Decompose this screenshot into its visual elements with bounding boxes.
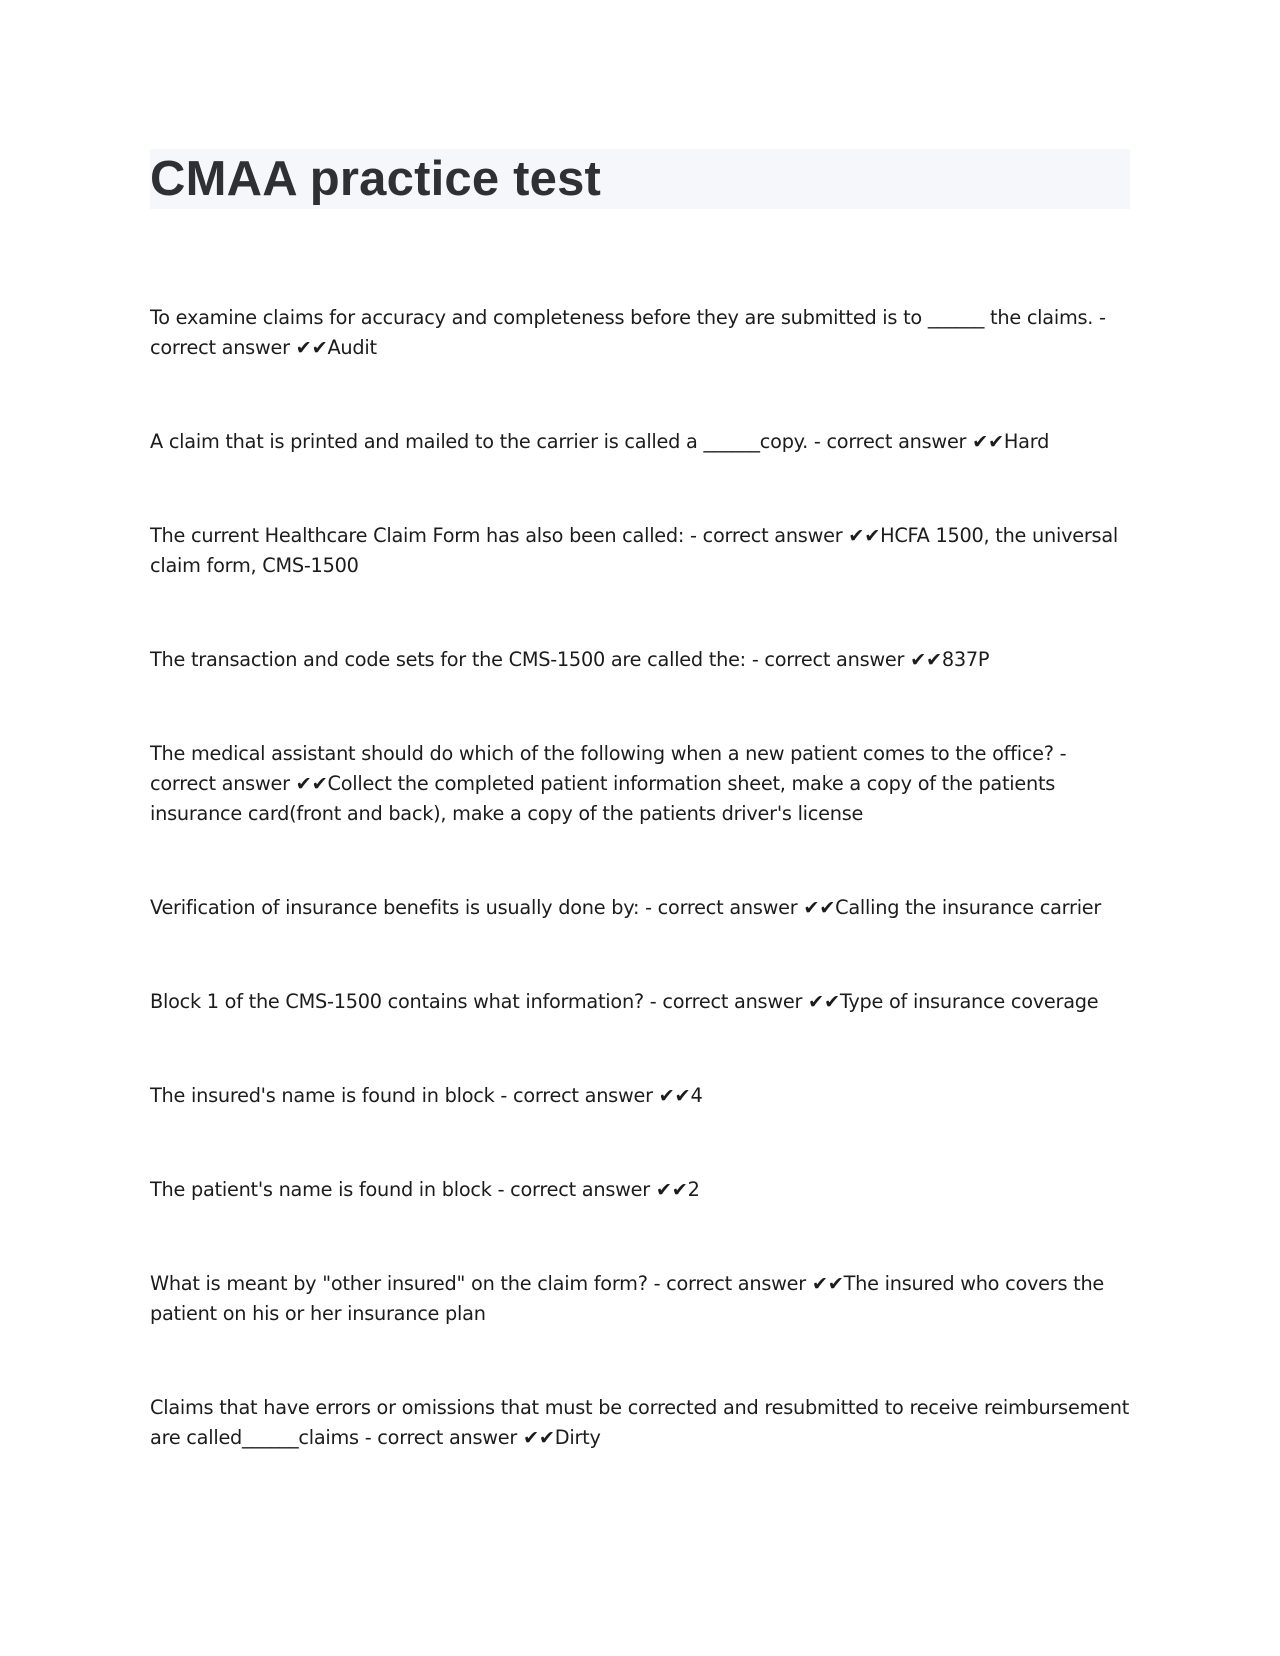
page-title: CMAA practice test [150,152,602,206]
answer-separator: - correct answer ✔✔ [807,430,1004,453]
qa-list [150,303,1130,1453]
question-text: Block 1 of the CMS-1500 contains what information? [150,990,644,1013]
question-text: Verification of insurance benefits is usually done by: [150,896,640,919]
answer-separator: - correct answer ✔✔ [684,524,881,547]
question-text: The transaction and code sets for the CMS-1500 are called the: [150,648,746,671]
answer-separator: - correct answer ✔✔ [647,1272,844,1295]
answer-separator: - correct answer ✔✔ [745,648,942,671]
question-text: The insured's name is found in block [150,1084,495,1107]
answer-text: Collect the completed patient information sheet, make a copy of the patients insurance card(front and back), make a copy of the patients driver's license [150,772,1056,825]
qa-item [150,645,1135,675]
qa-item [150,521,1135,581]
qa-item [150,1393,1135,1453]
qa-item [150,303,1135,363]
answer-separator: - correct answer ✔✔ [643,990,840,1013]
question-text: What is meant by "other insured" on the claim form? [150,1272,648,1295]
answer-text: Dirty [554,1426,601,1449]
document-page [150,149,1130,1517]
answer-text: HCFA 1500, the universal claim form, CMS-1500 [150,524,1119,577]
question-text: Claims that have errors or omissions that must be corrected and resubmitted to receive reimbursement are called______claims [150,1396,1130,1449]
qa-item [150,739,1135,829]
answer-text: Audit [327,336,377,359]
answer-separator: - correct answer ✔✔ [150,306,1106,359]
question-text: The patient's name is found in block [150,1178,492,1201]
question-text: The medical assistant should do which of the following when a new patient comes to the office? [150,742,1054,765]
answer-separator: - correct answer ✔✔ [639,896,836,919]
question-text: To examine claims for accuracy and completeness before they are submitted is to ______ the claims. [150,306,1094,329]
qa-item [150,1081,1135,1111]
answer-text: 837P [941,648,990,671]
answer-text: Hard [1003,430,1050,453]
title-bar [150,149,1130,209]
qa-item [150,987,1135,1017]
answer-text: 2 [687,1178,700,1201]
answer-separator: - correct answer ✔✔ [491,1178,688,1201]
question-text: A claim that is printed and mailed to the carrier is called a ______copy. [150,430,808,453]
answer-text: Type of insurance coverage [839,990,1099,1013]
answer-separator: - correct answer ✔✔ [150,742,1067,795]
answer-text: Calling the insurance carrier [835,896,1102,919]
answer-separator: - correct answer ✔✔ [358,1426,555,1449]
qa-item [150,427,1135,457]
answer-separator: - correct answer ✔✔ [494,1084,691,1107]
answer-text: 4 [690,1084,703,1107]
qa-item [150,893,1135,923]
qa-item [150,1269,1135,1329]
qa-item [150,1175,1135,1205]
question-text: The current Healthcare Claim Form has also been called: [150,524,685,547]
answer-text: The insured who covers the patient on his or her insurance plan [150,1272,1105,1325]
